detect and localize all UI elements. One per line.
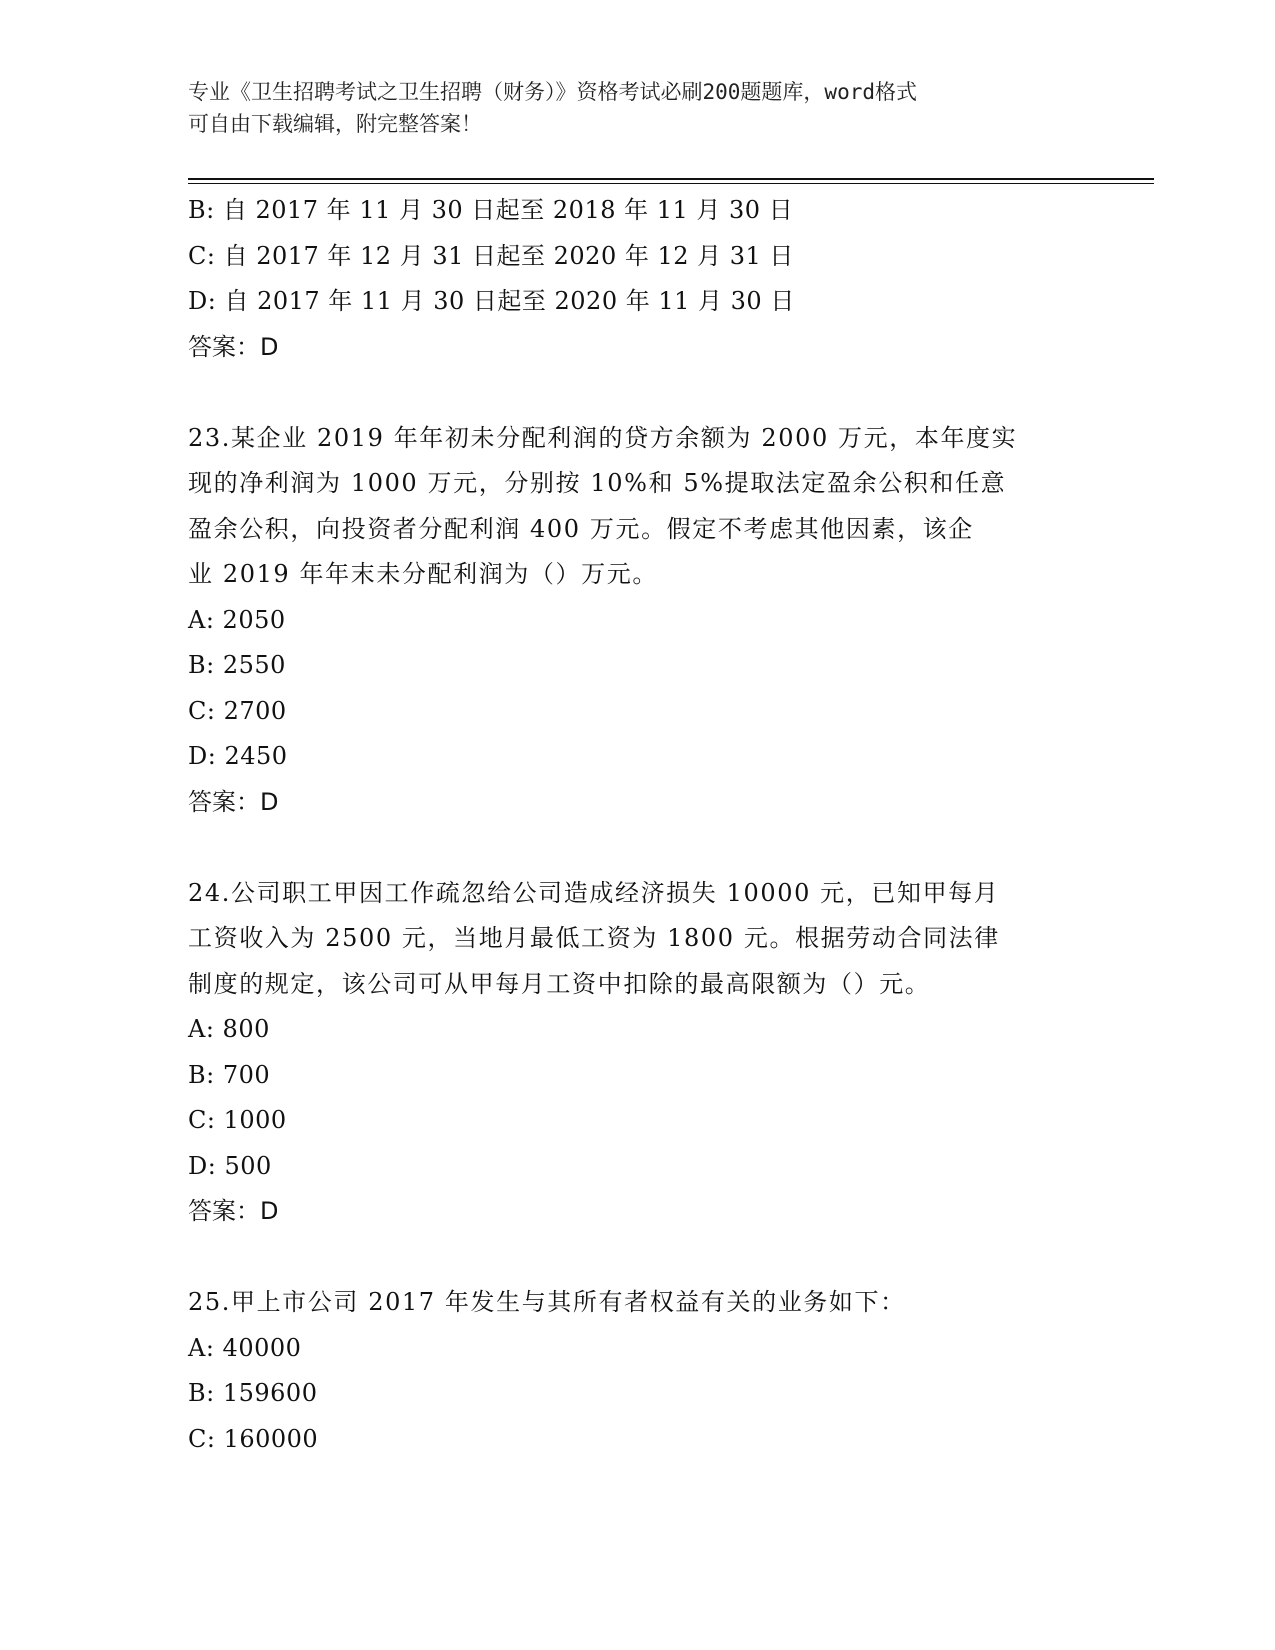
question-stem-line: 24.公司职工甲因工作疏忽给公司造成经济损失 10000 元，已知甲每月 <box>188 878 1000 907</box>
question-stem-line: 现的净利润为 1000 万元，分别按 10%和 5%提取法定盈余公积和任意 <box>188 469 1007 497</box>
header-divider-thin <box>188 183 1154 184</box>
header-title-line-2: 可自由下载编辑，附完整答案！ <box>188 112 482 136</box>
question-25 <box>188 1280 1088 1462</box>
question-stem-line: 25.甲上市公司 2017 年发生与其所有者权益有关的业务如下： <box>188 1288 906 1316</box>
question-stem-line: 工资收入为 2500 元，当地月最低工资为 1800 元。根据劳动合同法律 <box>188 924 1000 952</box>
option-a: A: 40000 <box>188 1333 302 1362</box>
option-d: D: 2450 <box>188 742 288 770</box>
question-23 <box>188 416 1088 826</box>
question-stem-line: 业 2019 年年末未分配利润为（）万元。 <box>188 560 658 588</box>
option-d: D: 自 2017 年 11 月 30 日起至 2020 年 11 月 30 日 <box>188 287 795 315</box>
answer: 答案：D <box>188 332 279 361</box>
option-b: B: 700 <box>188 1060 271 1089</box>
option-a: A: 2050 <box>188 605 286 634</box>
answer: 答案：D <box>188 1197 279 1225</box>
option-c: C: 自 2017 年 12 月 31 日起至 2020 年 12 月 31 日 <box>188 241 794 270</box>
question-stem-line: 23.某企业 2019 年年初未分配利润的贷方余额为 2000 万元，本年度实 <box>188 423 1018 452</box>
question-stem-line: 盈余公积，向投资者分配利润 400 万元。假定不考虑其他因素，该企 <box>188 514 974 543</box>
option-d: D: 500 <box>188 1151 272 1180</box>
document-body <box>188 188 1088 1462</box>
header-title-line-1: 专业《卫生招聘考试之卫生招聘（财务）》资格考试必刷200题题库，word格式 <box>188 80 917 104</box>
question-stem-line: 制度的规定，该公司可从甲每月工资中扣除的最高限额为（）元。 <box>188 969 931 998</box>
spacer <box>188 1235 1088 1281</box>
spacer <box>188 825 1088 871</box>
header-divider-thick <box>188 178 1154 180</box>
option-a: A: 800 <box>188 1015 270 1043</box>
question-22 <box>188 188 1088 370</box>
option-c: C: 160000 <box>188 1424 319 1453</box>
option-c: C: 2700 <box>188 696 287 725</box>
document-header <box>188 76 1068 140</box>
option-b: B: 2550 <box>188 651 286 679</box>
option-b: B: 自 2017 年 11 月 30 日起至 2018 年 11 月 30 日 <box>188 196 794 224</box>
option-c: C: 1000 <box>188 1106 287 1134</box>
option-b: B: 159600 <box>188 1379 318 1407</box>
answer: 答案：D <box>188 787 279 816</box>
spacer <box>188 370 1088 416</box>
question-24 <box>188 871 1088 1235</box>
